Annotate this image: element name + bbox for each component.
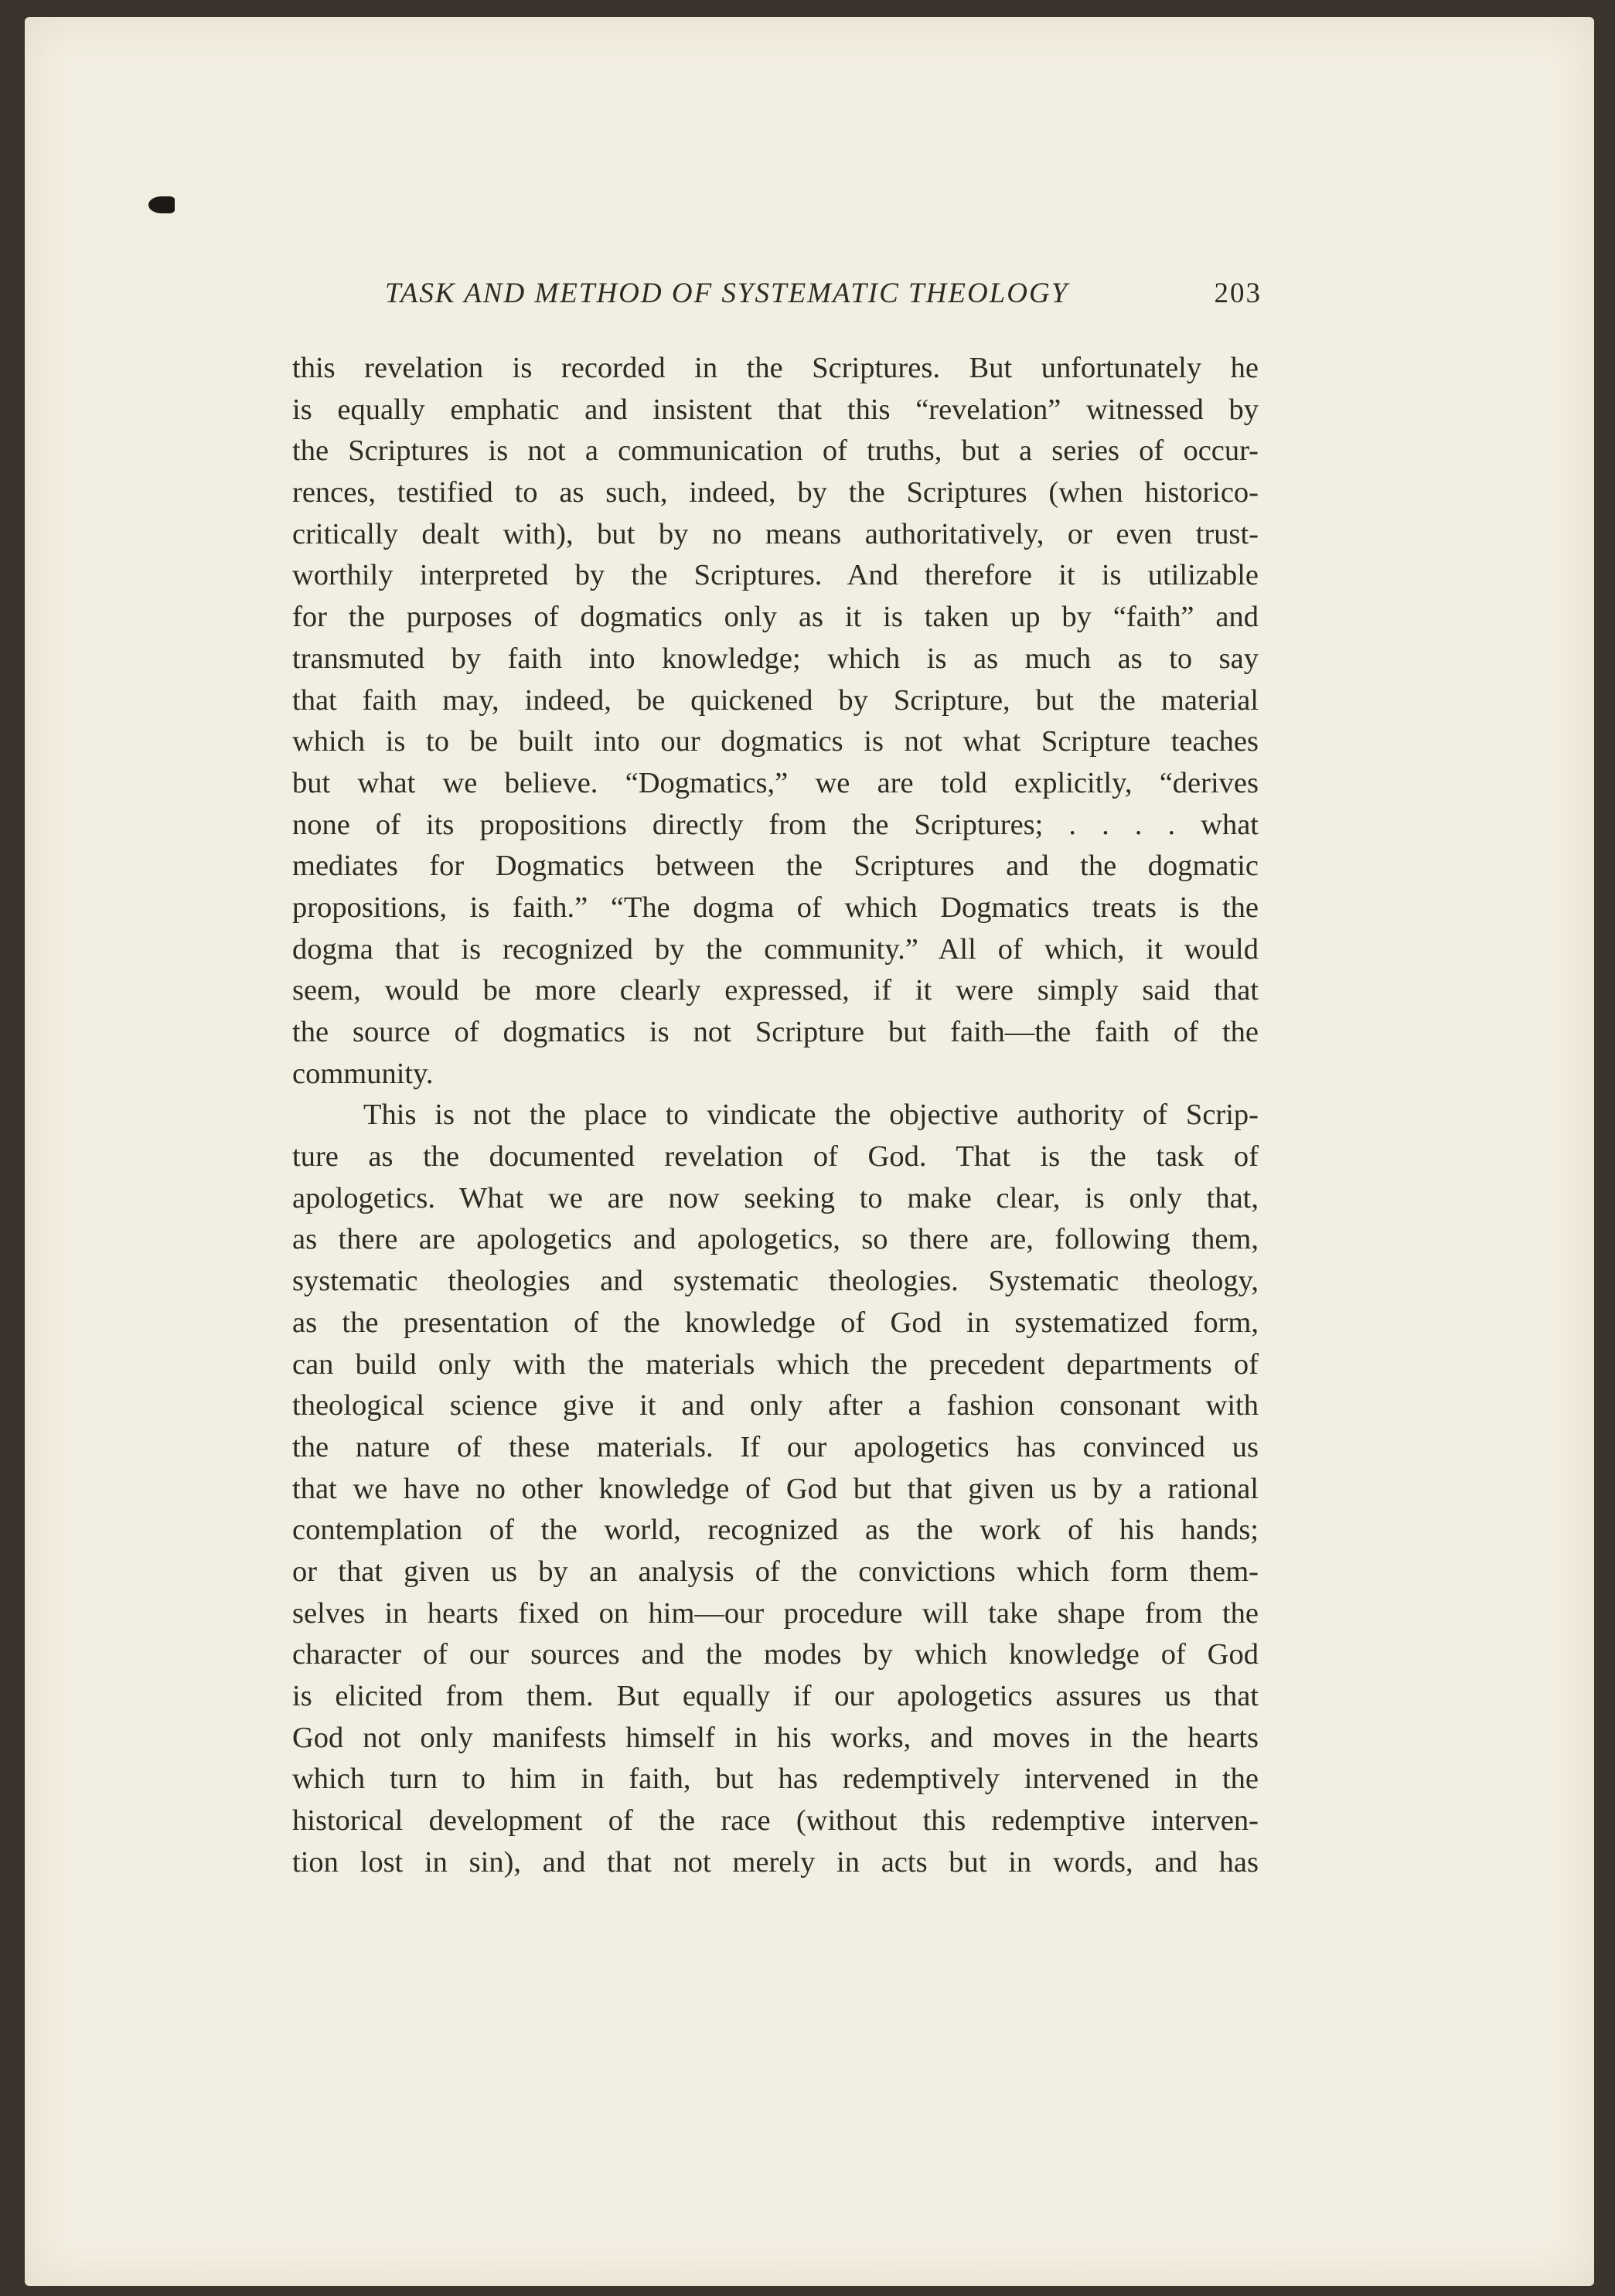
text-line: rences, testified to as such, indeed, by the Scriptures (when historico- xyxy=(292,476,1259,509)
text-line: worthily interpreted by the Scriptures. And therefore it is utilizable xyxy=(292,559,1259,592)
text-line: critically dealt with), but by no means authoritatively, or even trust- xyxy=(292,517,1259,550)
text-line: the source of dogmatics is not Scripture but faith—the faith of the xyxy=(292,1016,1259,1048)
running-title: TASK AND METHOD OF SYSTEMATIC THEOLOGY xyxy=(385,278,1069,309)
text-line: community. xyxy=(292,1057,434,1090)
text-line: mediates for Dogmatics between the Scriptures and the dogmatic xyxy=(292,850,1259,883)
text-line: can build only with the materials which the precedent departments of xyxy=(292,1347,1259,1381)
text-line: This is not the place to vindicate the objective authority of Scrip- xyxy=(363,1099,1259,1132)
book-page xyxy=(25,17,1594,2286)
text-line: that faith may, indeed, be quickened by Scripture, but the material xyxy=(292,683,1259,717)
text-line: character of our sources and the modes by which knowledge of God xyxy=(292,1638,1259,1671)
text-line: ture as the documented revelation of God. That is the task of xyxy=(292,1140,1259,1174)
text-line: that we have no other knowledge of God but that given us by a rational xyxy=(292,1472,1259,1505)
paragraph xyxy=(292,348,1259,1095)
text-line: seem, would be more clearly expressed, if it were simply said that xyxy=(292,974,1259,1007)
text-line: theological science give it and only after a fashion consonant with xyxy=(292,1389,1259,1422)
paragraph xyxy=(292,1095,1259,1883)
text-line: this revelation is recorded in the Scriptures. But unfortunately he xyxy=(292,352,1259,384)
text-line: as there are apologetics and apologetics, so there are, following them, xyxy=(292,1223,1259,1256)
text-line: historical development of the race (without this redemptive interven- xyxy=(292,1804,1259,1838)
text-line: as the presentation of the knowledge of God in systematized form, xyxy=(292,1306,1259,1339)
text-line: is equally emphatic and insistent that this “revelation” witnessed by xyxy=(292,393,1259,426)
text-line: systematic theologies and systematic theologies. Systematic theology, xyxy=(292,1265,1259,1298)
text-line: which turn to him in faith, but has redemptively intervened in the xyxy=(292,1763,1259,1796)
text-line: dogma that is recognized by the community.” All of which, it would xyxy=(292,932,1259,966)
body-text xyxy=(292,348,1259,1883)
text-line: for the purposes of dogmatics only as it is taken up by “faith” and xyxy=(292,601,1259,634)
text-line: the Scriptures is not a communication of truths, but a series of occur- xyxy=(292,434,1259,468)
text-line: the nature of these materials. If our apologetics has convinced us xyxy=(292,1430,1259,1463)
text-line: apologetics. What we are now seeking to make clear, is only that, xyxy=(292,1181,1259,1214)
page-number: 203 xyxy=(1214,278,1262,309)
text-line: none of its propositions directly from the Scriptures; . . . . what xyxy=(292,808,1259,841)
text-line: tion lost in sin), and that not merely in acts but in words, and has xyxy=(292,1845,1259,1879)
text-line: propositions, is faith.” “The dogma of which Dogmatics treats is the xyxy=(292,891,1259,924)
text-line: transmuted by faith into knowledge; which is as much as to say xyxy=(292,642,1259,675)
text-line: selves in hearts fixed on him—our procedure will take shape from the xyxy=(292,1596,1259,1630)
ink-mark xyxy=(148,196,175,213)
text-line: or that given us by an analysis of the convictions which form them- xyxy=(292,1555,1259,1588)
text-line: God not only manifests himself in his works, and moves in the hearts xyxy=(292,1721,1259,1754)
text-line: is elicited from them. But equally if our apologetics assures us that xyxy=(292,1680,1259,1712)
text-line: but what we believe. “Dogmatics,” we are told explicitly, “derives xyxy=(292,766,1259,799)
text-line: which is to be built into our dogmatics is not what Scripture teaches xyxy=(292,725,1259,758)
text-line: contemplation of the world, recognized as the work of his hands; xyxy=(292,1514,1259,1547)
